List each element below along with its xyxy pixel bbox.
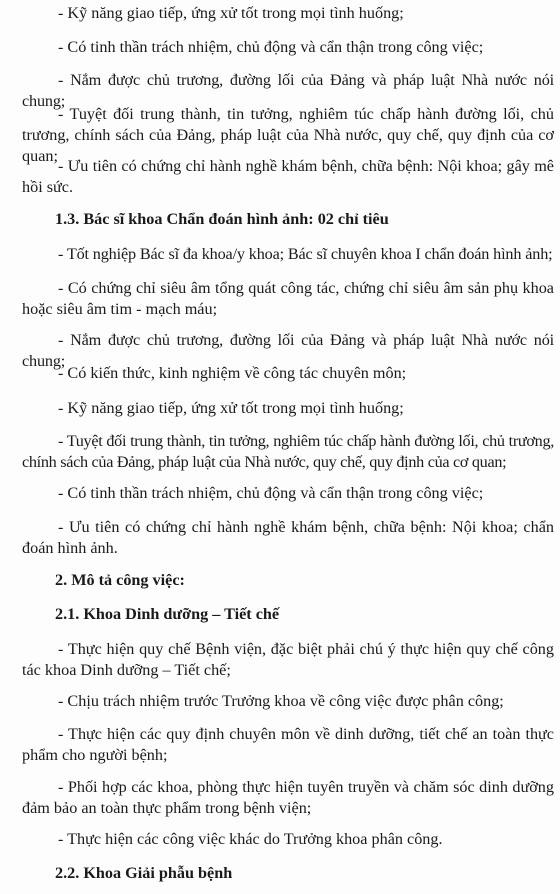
paragraph: - Tốt nghiệp Bác sĩ đa khoa/y khoa; Bác sĩ chuyên khoa I chẩn đoán hình ảnh; (58, 245, 553, 263)
paragraph: - Thực hiện các công việc khác do Trưởng khoa phân công. (58, 830, 443, 848)
paragraph: - Ưu tiên có chứng chỉ hành nghề khám bệnh, chữa bệnh: Nội khoa; gây mê hồi sức. (22, 157, 554, 196)
section-heading: 2.2. Khoa Giải phẫu bệnh (55, 864, 233, 882)
paragraph: - Có tinh thần trách nhiệm, chủ động và cẩn thận trong công việc; (58, 38, 484, 56)
paragraph: - Thực hiện các quy định chuyên môn về dinh dưỡng, tiết chế an toàn thực phẩm cho người bệnh; (22, 725, 554, 764)
paragraph: - Có kiến thức, kinh nghiệm về công tác chuyên môn; (58, 364, 407, 382)
paragraph: - Thực hiện quy chế Bệnh viện, đặc biệt phải chú ý thực hiện quy chế công tác khoa Dinh dưỡng – Tiết chế; (22, 640, 554, 679)
paragraph: - Kỹ năng giao tiếp, ứng xử tốt trong mọi tình huống; (58, 399, 404, 417)
section-heading: 2. Mô tả công việc: (55, 571, 185, 589)
paragraph: - Tuyệt đối trung thành, tin tưởng, nghiêm túc chấp hành đường lối, chủ trương, chính sách của Đảng, pháp luật của Nhà nước, quy chế, quy định của cơ quan; (22, 105, 554, 165)
paragraph: - Kỹ năng giao tiếp, ứng xử tốt trong mọi tình huống; (58, 4, 404, 22)
paragraph: - Nắm được chủ trương, đường lối của Đảng và pháp luật Nhà nước nói chung; (22, 71, 554, 110)
section-heading: 1.3. Bác sĩ khoa Chẩn đoán hình ảnh: 02 chỉ tiêu (55, 210, 389, 228)
section-heading: 2.1. Khoa Dinh dưỡng – Tiết chế (55, 605, 280, 623)
paragraph: - Có chứng chỉ siêu âm tổng quát công tác, chứng chỉ siêu âm sản phụ khoa hoặc siêu âm tim - mạch máu; (22, 279, 554, 318)
paragraph: - Nắm được chủ trương, đường lối của Đảng và pháp luật Nhà nước nói chung; (22, 331, 554, 370)
paragraph: - Ưu tiên có chứng chỉ hành nghề khám bệnh, chữa bệnh: Nội khoa; chẩn đoán hình ảnh. (22, 518, 554, 557)
paragraph: - Phối hợp các khoa, phòng thực hiện tuyên truyền và chăm sóc dinh dưỡng đảm bảo an toàn thực phẩm trong bệnh viện; (22, 778, 554, 817)
paragraph: - Chịu trách nhiệm trước Trưởng khoa về công việc được phân công; (58, 692, 504, 710)
paragraph: - Tuyệt đối trung thành, tin tưởng, nghiêm túc chấp hành đường lối, chủ trương, chính sách của Đảng, pháp luật của Nhà nước, quy chế, quy định của cơ quan; (22, 432, 554, 471)
paragraph: - Có tinh thần trách nhiệm, chủ động và cẩn thận trong công việc; (58, 484, 484, 502)
